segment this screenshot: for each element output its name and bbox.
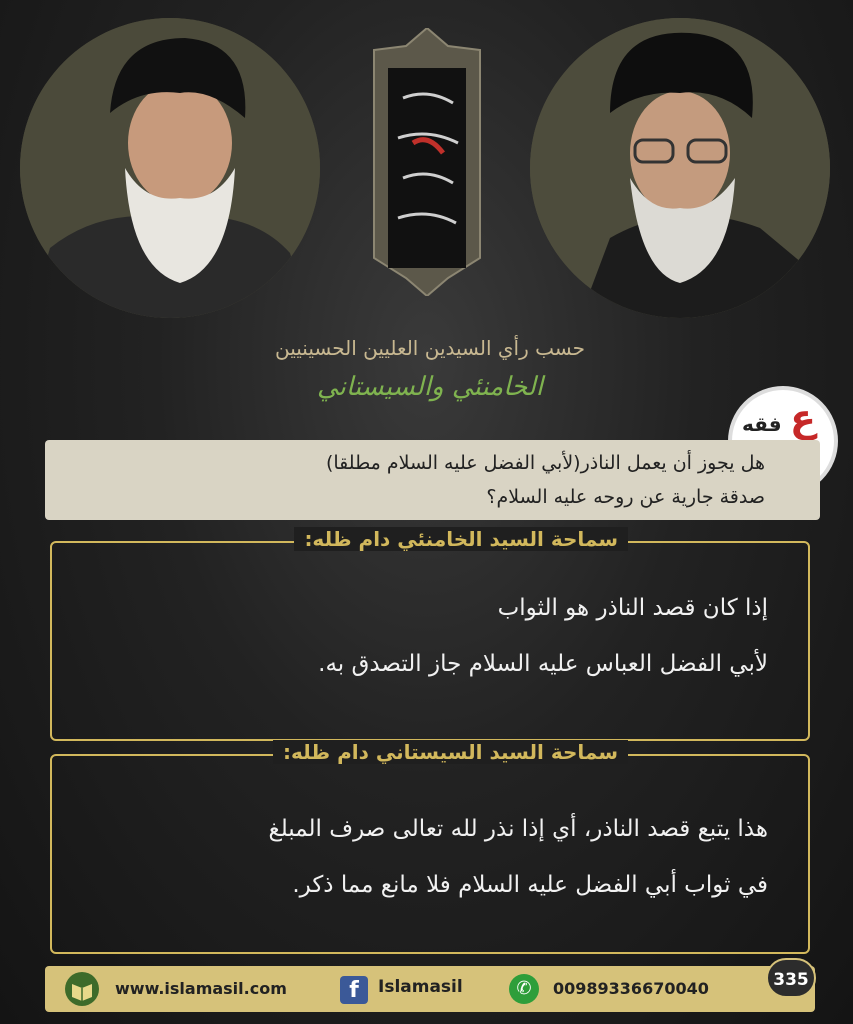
portrait-right (530, 18, 830, 318)
cleric-portrait-icon (530, 18, 830, 318)
subtitle: حسب رأي السيدين العليين الحسينيين (275, 336, 585, 360)
answer-line-2: في ثواب أبي الفضل عليه السلام فلا مانع مما ذكر. (292, 872, 768, 898)
logo-word-fiqh: فقه (742, 412, 782, 436)
portrait-left (20, 18, 320, 318)
book-logo-icon (63, 970, 101, 1008)
answer-line-1: إذا كان قصد الناذر هو الثواب (497, 595, 768, 621)
post-number-badge: 335 (766, 958, 816, 998)
question-line-2: صدقة جارية عن روحه عليه السلام؟ (486, 486, 765, 508)
answer-box-sistani (50, 740, 810, 954)
scholars-names: الخامنئي والسيستاني (316, 372, 543, 402)
whatsapp-icon: ✆ (509, 974, 539, 1004)
phone-number[interactable]: 00989336670040 (553, 979, 709, 998)
facebook-handle[interactable]: Islamasil (378, 977, 463, 997)
question-box (45, 440, 820, 520)
answer-line-2: لأبي الفضل العباس عليه السلام جاز التصدق به. (318, 651, 768, 677)
cleric-portrait-icon (20, 18, 320, 318)
answer-box-khamenei (50, 527, 810, 741)
website-link[interactable]: www.islamasil.com (115, 979, 287, 998)
facebook-icon: f (340, 976, 368, 1004)
question-line-1: هل يجوز أن يعمل الناذر(لأبي الفضل عليه السلام مطلقا) (325, 452, 765, 474)
answer-line-1: هذا يتبع قصد الناذر، أي إذا نذر لله تعالى صرف المبلغ (268, 816, 768, 842)
logo-letter: ع (790, 396, 816, 440)
answer-label: سماحة السيد السيستاني دام ظله: (273, 740, 628, 764)
answer-label: سماحة السيد الخامنئي دام ظله: (294, 527, 628, 551)
footer-bar (45, 966, 815, 1012)
calligraphy-emblem-icon (368, 28, 486, 296)
